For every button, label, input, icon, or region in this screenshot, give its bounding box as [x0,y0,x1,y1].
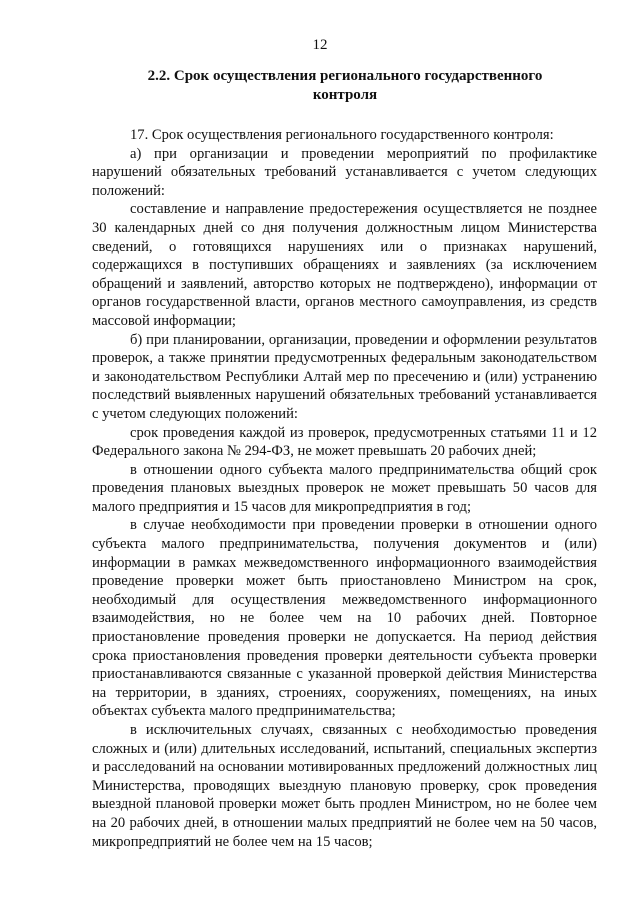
paragraph-subitem-b: б) при планировании, организации, проведении и оформлении результатов проверок, а также принятии предусмотренных федеральным законодательством и законодательством Республики Алтай мер по пресечению и (или) устранению последствий выявленных нарушений обязательных требований устанавливается с учетом следующих положений: [92,331,597,422]
page-number: 12 [312,37,328,53]
section-title: 2.2. Срок осуществления регионального государственного контроля [147,68,543,103]
document-body [92,126,597,851]
paragraph-inspection-term: срок проведения каждой из проверок, предусмотренных статьями 11 и 12 Федерального закона № 294-ФЗ, не может превышать 20 рабочих дней; [92,424,597,460]
paragraph-extension: в исключительных случаях, связанных с необходимостью проведения сложных и (или) длительных исследований, испытаний, специальных экспертиз и расследований на основании мотивированных предложений должностных лиц Министерства, проводящих выездную плановую проверку, срок проведения выездной плановой проверки может быть продлен Министром, но не более чем на 20 рабочих дней, в отношении малых предприятий не более чем на 50 часов, микропредприятий не более чем на 15 часов; [92,722,597,850]
paragraph-small-business-limit: в отношении одного субъекта малого предпринимательства общий срок проведения плановых выездных проверок не может превышать 50 часов для малого предприятия и 15 часов для микропредприятия в год; [92,461,597,515]
paragraph-warning-deadline: составление и направление предостережения осуществляется не позднее 30 календарных дней со дня получения должностным лицом Министерства сведений, о готовящихся нарушениях или о признаках нарушений, содержащихся в поступивших обращениях и заявлениях (за исключением обращений и заявлений, авторство которых не подтверждено), информации от органов государственной власти, органов местного самоуправления, из средств массовой информации; [92,201,597,329]
paragraph-item-17: 17. Срок осуществления регионального государственного контроля: [130,127,554,143]
paragraph-suspension: в случае необходимости при проведении проверки в отношении одного субъекта малого предпринимательства, получения документов и (или) информации в рамках межведомственного информационного взаимодействия проведение проверки может быть приостановлено Министром на срок, необходимый для осуществления межведомственного информационного взаимодействия, но не более чем на 10 рабочих дней. Повторное приостановление проведения проверки не допускается. На период действия срока приостановления проведения проверки деятельности субъекта проверки приостанавливаются связанные с указанной проверкой действия Министерства на территории, в зданиях, строениях, сооружениях, помещениях, на иных объектах субъекта малого предпринимательства; [92,517,597,720]
paragraph-subitem-a: а) при организации и проведении мероприятий по профилактике нарушений обязательных требований устанавливается с учетом следующих положений: [92,145,597,199]
